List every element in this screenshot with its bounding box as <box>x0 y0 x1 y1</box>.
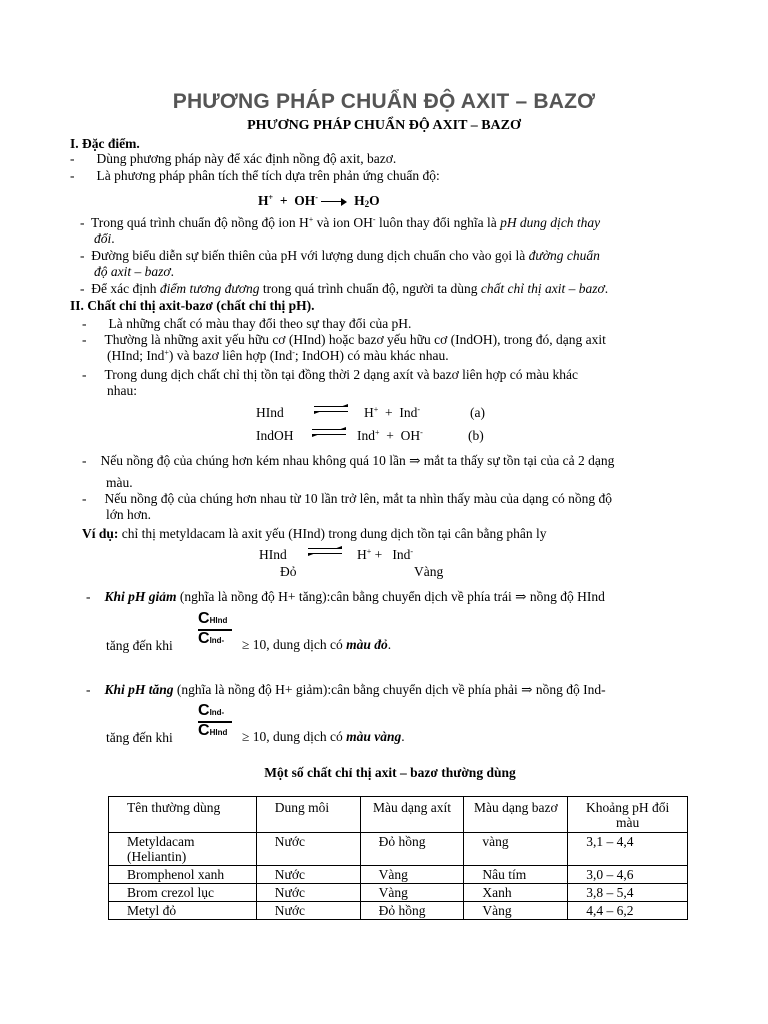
section1-bullet-5: - Để xác định điểm tương đương trong quá trình chuẩn độ, người ta dùng chất chỉ thị axit – bazơ. <box>80 281 609 296</box>
table-cell: Nâu tím <box>464 866 568 884</box>
table-cell: Brom crezol lục <box>109 884 257 902</box>
section2-bullet-3-cont: nhau: <box>107 383 137 398</box>
concentration-ratio-hind: CHInd CInd- <box>198 612 234 648</box>
page-title: PHƯƠNG PHÁP CHUẨN ĐỘ AXIT – BAZƠ <box>172 90 596 113</box>
table-cell: 3,1 – 4,4 <box>568 833 688 866</box>
section2-bullet-4: - Nếu nồng độ của chúng hơn kém nhau không quá 10 lần ⇒ mắt ta thấy sự tồn tại của cả 2 dạng <box>82 453 615 468</box>
table-cell: Xanh <box>464 884 568 902</box>
right-arrow-icon <box>321 198 347 206</box>
table-cell: Vàng <box>360 884 464 902</box>
table-cell: Nước <box>256 833 360 866</box>
section2-bullet-5: - Nếu nồng độ của chúng hơn nhau từ 10 lần trở lên, mắt ta nhìn thấy màu của dạng có nồng độ <box>82 491 612 506</box>
table-header-row <box>109 797 688 833</box>
case-ph-decrease: - Khi pH giảm (nghĩa là nồng độ H+ tăng):cân bằng chuyển dịch về phía trái ⇒ nồng độ HInd <box>86 589 605 604</box>
table-row <box>109 902 688 920</box>
table-cell: Metyl đỏ <box>109 902 257 920</box>
section2-heading: II. Chất chỉ thị axit-bazơ (chất chỉ thị pH). <box>70 298 315 313</box>
table-cell: Nước <box>256 902 360 920</box>
ex-eq-left: HInd <box>259 547 287 562</box>
table-cell: Nước <box>256 866 360 884</box>
table-caption: Một số chất chỉ thị axit – bazơ thường dùng <box>264 765 516 780</box>
section1-bullet-3: - Trong quá trình chuẩn độ nồng độ ion H+ và ion OH- luôn thay đổi nghĩa là pH dung dịch thay <box>80 215 601 230</box>
table-cell: Đỏ hồng <box>360 902 464 920</box>
case-ph-increase-cont: tăng đến khi <box>106 730 173 745</box>
indicator-table <box>108 796 688 920</box>
eq-a-tag: (a) <box>470 405 485 420</box>
titration-reaction: H+ + OH- $H_2O$ <box>258 193 380 209</box>
section2-bullet-2: - Thường là những axit yếu hữu cơ (HInd) hoặc bazơ yếu hữu cơ (IndOH), trong đó, dạng axit <box>82 332 606 347</box>
section1-heading: I. Đặc điểm. <box>70 136 140 151</box>
table-header: Màu dạng axít <box>360 797 464 833</box>
section1-bullet-4-cont: độ axit – bazơ. <box>94 264 174 279</box>
section1-bullet-1: - Dùng phương pháp này để xác định nồng độ axit, bazơ. <box>70 151 397 166</box>
case-ph-increase: - Khi pH tăng (nghĩa là nồng độ H+ giảm):cân bằng chuyển dịch về phía phải ⇒ nồng độ Ind- <box>86 682 606 697</box>
ex-eq-left-color: Đỏ <box>280 564 297 579</box>
table-cell: Metyldacam (Heliantin) <box>109 833 257 866</box>
eq-a-left: HInd <box>256 405 284 420</box>
section2-bullet-4-cont: màu. <box>106 475 133 490</box>
page-subtitle: PHƯƠNG PHÁP CHUẨN ĐỘ AXIT – BAZƠ <box>247 118 521 133</box>
equilibrium-arrow-icon <box>312 427 346 437</box>
table-cell: 3,0 – 4,6 <box>568 866 688 884</box>
case-ph-decrease-condition: ≥ 10, dung dịch có màu đỏ. <box>242 637 392 652</box>
ex-eq-right: H+ + Ind- <box>357 547 414 562</box>
ex-eq-right-color: Vàng <box>414 564 444 579</box>
table-header: Khoảng pH đổi màu <box>568 797 688 833</box>
section1-bullet-3-cont: đổi. <box>94 231 115 246</box>
table-header: Dung môi <box>256 797 360 833</box>
table-cell: vàng <box>464 833 568 866</box>
equilibrium-arrow-icon <box>314 404 348 414</box>
table-cell: 4,4 – 6,2 <box>568 902 688 920</box>
table-cell: Đỏ hồng <box>360 833 464 866</box>
section1-bullet-4: - Đường biểu diễn sự biến thiên của pH với lượng dung dịch chuẩn cho vào gọi là đường chuẩn <box>80 248 600 263</box>
section2-bullet-2-cont: (HInd; Ind+) và bazơ liên hợp (Ind-; IndOH) có màu khác nhau. <box>107 348 449 363</box>
section2-bullet-3: - Trong dung dịch chất chỉ thị tồn tại đồng thời 2 dạng axít và bazơ liên hợp có màu khác <box>82 367 578 382</box>
eq-b-tag: (b) <box>468 428 484 443</box>
table-cell: Bromphenol xanh <box>109 866 257 884</box>
case-ph-increase-condition: ≥ 10, dung dịch có màu vàng. <box>242 729 405 744</box>
table-cell: 3,8 – 5,4 <box>568 884 688 902</box>
table-cell: Vàng <box>464 902 568 920</box>
table-cell: Vàng <box>360 866 464 884</box>
table-row <box>109 833 688 866</box>
eq-b-right: Ind+ + OH- <box>357 428 423 443</box>
eq-a-right: H+ + Ind- <box>364 405 421 420</box>
section2-bullet-1: - Là những chất có màu thay đổi theo sự thay đổi của pH. <box>82 316 412 331</box>
case-ph-decrease-cont: tăng đến khi <box>106 638 173 653</box>
table-row <box>109 866 688 884</box>
eq-b-left: IndOH <box>256 428 294 443</box>
section1-bullet-2: - Là phương pháp phân tích thể tích dựa trên phản ứng chuẩn độ: <box>70 168 440 183</box>
section2-bullet-5-cont: lớn hơn. <box>106 507 152 522</box>
equilibrium-arrow-icon <box>308 546 342 556</box>
concentration-ratio-ind: CInd- CHInd <box>198 704 234 740</box>
table-cell: Nước <box>256 884 360 902</box>
example-line: Ví dụ: chỉ thị metyldacam là axit yếu (HInd) trong dung dịch tồn tại cân bằng phân ly <box>82 526 547 541</box>
table-header: Tên thường dùng <box>109 797 257 833</box>
table-header: Màu dạng bazơ <box>464 797 568 833</box>
table-row <box>109 884 688 902</box>
